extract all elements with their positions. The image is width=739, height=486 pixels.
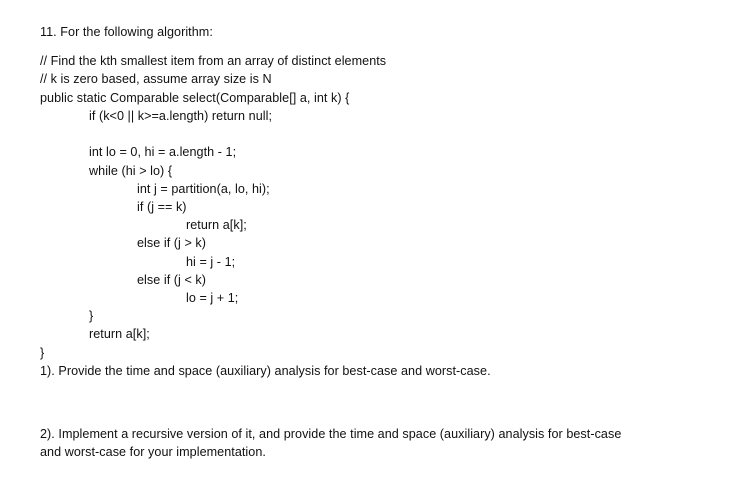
code-line-1: // Find the kth smallest item from an array of distinct elements — [40, 54, 387, 68]
code-line-9: return a[k]; — [186, 218, 247, 232]
code-line-13: lo = j + 1; — [186, 291, 239, 305]
code-line-8: if (j == k) — [137, 200, 187, 214]
code-line-14: } — [89, 309, 94, 323]
code-line-6: while (hi > lo) { — [89, 164, 173, 178]
subquestion-2-line-1: 2). Implement a recursive version of it, and provide the time and space (auxiliary) analysis for best-case — [40, 427, 622, 441]
code-line-7: int j = partition(a, lo, hi); — [137, 182, 270, 196]
code-line-12: else if (j < k) — [137, 273, 206, 287]
code-line-2: // k is zero based, assume array size is N — [40, 72, 272, 86]
question-title: 11. For the following algorithm: — [40, 25, 213, 39]
code-line-16: } — [40, 346, 45, 360]
subquestion-2-line-2: and worst-case for your implementation. — [40, 445, 266, 459]
code-line-11: hi = j - 1; — [186, 255, 236, 269]
code-line-4: if (k<0 || k>=a.length) return null; — [89, 109, 273, 123]
code-line-5: int lo = 0, hi = a.length - 1; — [89, 145, 237, 159]
subquestion-1: 1). Provide the time and space (auxiliary) analysis for best-case and worst-case. — [40, 364, 491, 378]
code-line-15: return a[k]; — [89, 327, 150, 341]
code-line-3: public static Comparable select(Comparable[] a, int k) { — [40, 91, 350, 105]
code-line-10: else if (j > k) — [137, 236, 206, 250]
